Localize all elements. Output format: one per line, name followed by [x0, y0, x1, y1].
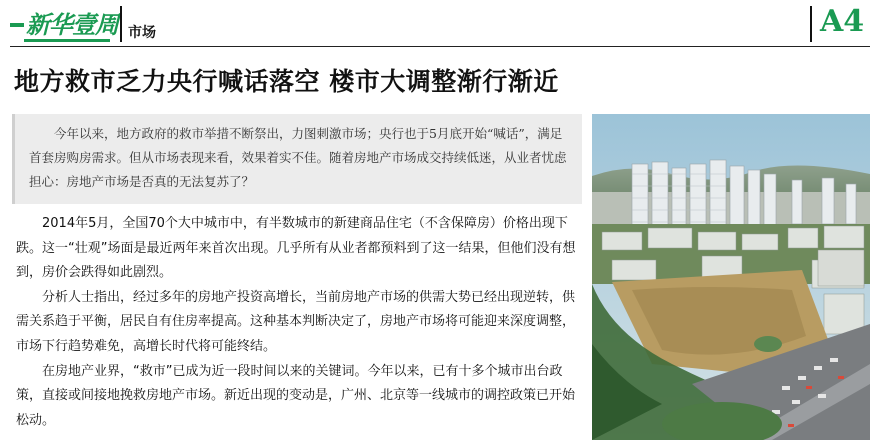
lead-paragraph: 今年以来，地方政府的救市举措不断祭出，力图刺激市场；央行也于5月底开始“喊话”，满足首套房购房需求。但从市场表现来看，效果着实不佳。随着房地产市场成交持续低迷，从业者忧虑担心：房地产市场是否真的无法复苏了？: [12, 114, 582, 204]
logo-underline: [24, 39, 110, 42]
newspaper-logo: [10, 4, 118, 40]
article-body: [16, 212, 586, 433]
section-label: 市场: [128, 25, 156, 41]
headline: 地方救市乏力央行喊话落空 楼市大调整渐行渐近: [14, 67, 559, 96]
masthead: [0, 0, 880, 52]
masthead-divider: [120, 6, 122, 42]
logo-dash: [10, 23, 24, 27]
article-paragraph: 分析人士指出，经过多年的房地产投资高增长，当前房地产市场的供需大势已经出现逆转，供需关系趋于平衡，居民自有住房率提高。这种基本判断决定了，房地产市场将可能迎来深度调整，市场下行趋势难免，高增长时代将可能终结。: [16, 289, 576, 354]
article-paragraph: 在房地产业界，“救市”已成为近一段时间以来的关键词。今年以来，已有十多个城市出台政策，直接或间接地挽救房地产市场。新近出现的变动是，广州、北京等一线城市的调控政策已开始松动。: [16, 363, 576, 428]
page-number: A4: [820, 4, 865, 39]
city-aerial-photo: [592, 114, 870, 440]
city-photo-illustration: [592, 114, 870, 440]
logo-text: 新华壹周: [26, 10, 118, 39]
masthead-rule: [10, 46, 870, 47]
page-number-divider: [810, 6, 812, 42]
article-paragraph: 2014年5月，全国70个大中城市中，有半数城市的新建商品住宅（不含保障房）价格出现下跌。这一“壮观”场面是最近两年来首次出现。几乎所有从业者都预料到了这一结果，但他们没有想到，房价会跌得如此剧烈。: [16, 216, 576, 281]
